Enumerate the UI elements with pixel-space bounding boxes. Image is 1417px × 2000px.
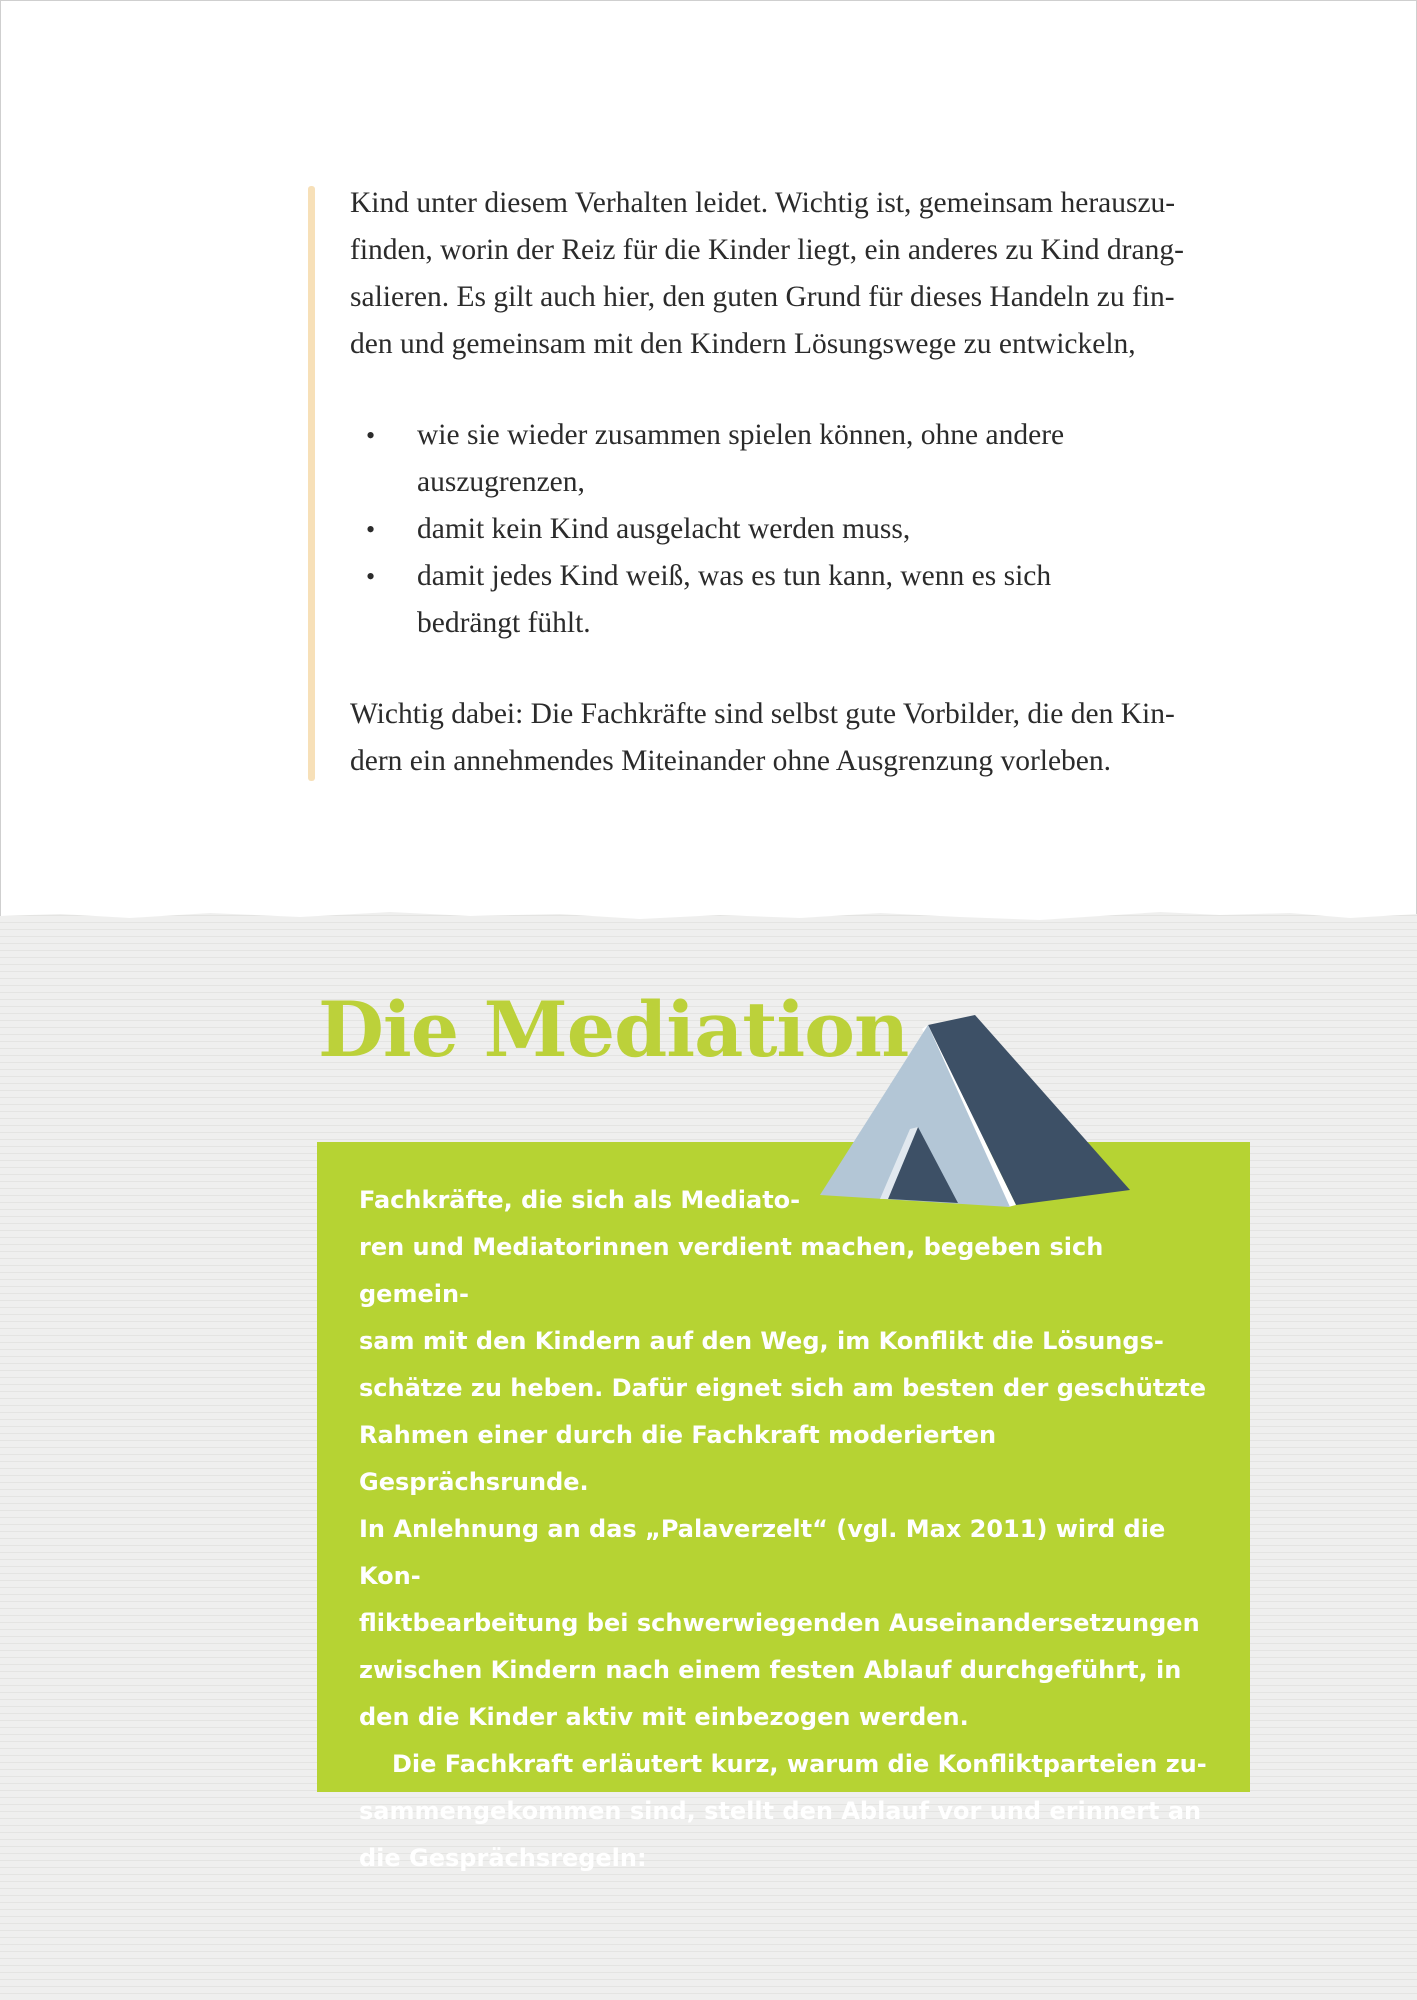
text-line: wie sie wieder zusammen spielen können, ohne andere (417, 419, 1065, 451)
text-line: Kind unter diesem Verhalten leidet. Wichtig ist, gemeinsam herauszu- (350, 187, 1176, 219)
text-line: fliktbearbeitung bei schwerwiegenden Auseinandersetzungen (359, 1609, 1200, 1637)
text-line: damit jedes Kind weiß, was es tun kann, wenn es sich (417, 560, 1052, 592)
mediation-text (359, 1177, 1219, 1882)
text-line: ren und Mediatorinnen verdient machen, begeben sich gemein- (359, 1233, 1104, 1308)
text-line: dern ein annehmendes Miteinander ohne Ausgrenzung vorleben. (350, 745, 1112, 777)
text-line: auszugrenzen, (417, 466, 585, 498)
text-line: bedrängt fühlt. (417, 607, 591, 639)
text-line: finden, worin der Reiz für die Kinder liegt, ein anderes zu Kind drang- (350, 234, 1184, 266)
text-line: den und gemeinsam mit den Kindern Lösungswege zu entwickeln, (350, 328, 1136, 360)
text-line: Die Fachkraft erläutert kurz, warum die Konfliktparteien zu- (392, 1750, 1207, 1778)
text-line: zwischen Kindern nach einem festen Ablauf durchgeführt, in (359, 1656, 1182, 1684)
bullet-list (350, 412, 1250, 647)
text-line: Fachkräfte, die sich als Mediato- (359, 1186, 801, 1214)
text-line: sammengekommen sind, stellt den Ablauf vor und erinnert an (359, 1797, 1202, 1825)
text-line: sam mit den Kindern auf den Weg, im Konflikt die Lösungs- (359, 1327, 1164, 1355)
top-text-block (350, 180, 1250, 785)
bullet-dot-icon: • (366, 515, 376, 544)
bullet-dot-icon: • (366, 421, 376, 450)
bullet-item (350, 506, 1250, 553)
text-line: die Gesprächsregeln: (359, 1844, 647, 1872)
accent-bar (308, 186, 315, 781)
closing-paragraph (350, 691, 1250, 785)
text-line: schätze zu heben. Dafür eignet sich am besten der geschützte (359, 1374, 1207, 1402)
text-line: den die Kinder aktiv mit einbezogen werden. (359, 1703, 969, 1731)
text-line: damit kein Kind ausgelacht werden muss, (417, 513, 911, 545)
intro-paragraph (350, 180, 1250, 368)
bullet-item (350, 553, 1250, 647)
text-line: salieren. Es gilt auch hier, den guten Grund für dieses Handeln zu fin- (350, 281, 1175, 313)
mediation-paragraph (359, 1177, 1219, 1741)
text-line: Wichtig dabei: Die Fachkräfte sind selbst gute Vorbilder, die den Kin- (350, 698, 1175, 730)
mediation-paragraph-2 (359, 1741, 1219, 1882)
bullet-item (350, 412, 1250, 506)
bullet-dot-icon: • (366, 562, 376, 591)
text-line: In Anlehnung an das „Palaverzelt“ (vgl. Max 2011) wird die Kon- (359, 1515, 1166, 1590)
section-heading: Die Mediation (318, 985, 909, 1074)
text-line: Rahmen einer durch die Fachkraft moderierten Gesprächsrunde. (359, 1421, 997, 1496)
